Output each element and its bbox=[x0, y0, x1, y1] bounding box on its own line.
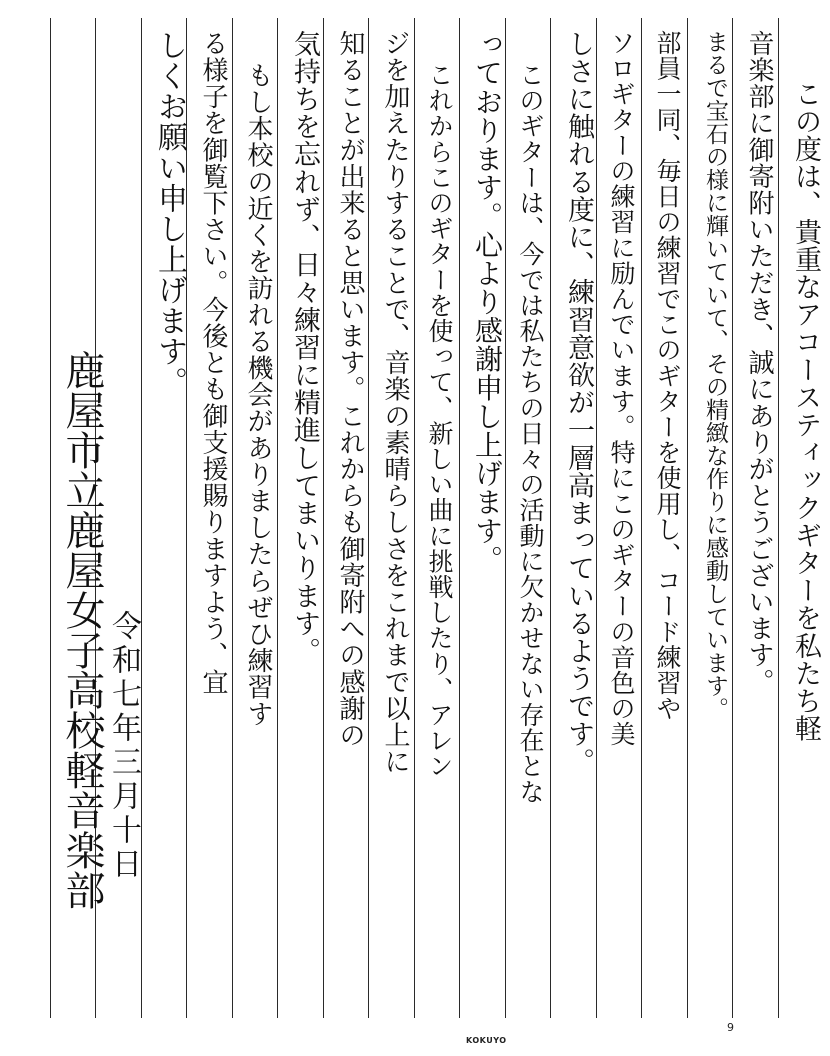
ruled-line bbox=[505, 18, 506, 1018]
letter-line: この度は、貴重なアコースティックギターを私たち軽 bbox=[790, 80, 821, 743]
letter-line: ジを加えたりすることで、音楽の素晴らしさをこれまで以上に bbox=[380, 30, 410, 775]
ruled-line bbox=[550, 18, 551, 1018]
letter-line: まるで宝石の様に輝いていて、その精緻な作りに感動しています。 bbox=[702, 30, 728, 720]
letter-date: 令和七年三月十日 bbox=[106, 610, 141, 882]
ruled-line bbox=[778, 18, 779, 1018]
ruled-line bbox=[232, 18, 233, 1018]
ruled-line bbox=[50, 18, 51, 1018]
ruled-line bbox=[414, 18, 415, 1018]
letter-line: 知ることが出来ると思います。これからも御寄附への感謝の bbox=[335, 30, 365, 749]
ruled-line bbox=[687, 18, 688, 1018]
ruled-line bbox=[323, 18, 324, 1018]
letter-line: 部員一同、毎日の練習でこのギターを使用し、コード練習や bbox=[653, 30, 682, 722]
ruled-line bbox=[641, 18, 642, 1018]
letter-line: ソロギターの練習に励んでいます。特にこのギターの音色の美 bbox=[607, 30, 636, 747]
ruled-line bbox=[732, 18, 733, 1018]
kokuyo-brand-logo: KOKUYO bbox=[466, 1036, 507, 1045]
letter-signature: 鹿屋市立鹿屋女子高校軽音楽部 bbox=[59, 350, 105, 910]
letter-line: しさに触れる度に、練習意欲が一層高まっているようです。 bbox=[563, 30, 594, 776]
letter-line: もし本校の近くを訪れる機会がありましたらぜひ練習す bbox=[243, 62, 273, 727]
ruled-line bbox=[368, 18, 369, 1018]
ruled-line bbox=[596, 18, 597, 1018]
letter-line: 気持ちを忘れず、日々練習に精進してまいります。 bbox=[289, 30, 320, 665]
letter-line: る様子を御覧下さい。今後とも御支援賜りますよう、宜 bbox=[198, 30, 228, 695]
letter-line: これからこのギターを使って、新しい曲に挑戦したり、アレン bbox=[425, 62, 454, 779]
letter-line: っております。心より感謝申し上げます。 bbox=[471, 30, 504, 574]
ruled-line bbox=[459, 18, 460, 1018]
letter-line: しくお願い申し上げます。 bbox=[152, 30, 187, 398]
ruled-line bbox=[141, 18, 142, 1018]
ruled-line bbox=[277, 18, 278, 1018]
letter-line: 音楽部に御寄附いただき、誠にありがとうございます。 bbox=[744, 30, 774, 695]
letter-line: このギターは、今では私たちの日々の活動に欠かせない存在とな bbox=[516, 62, 545, 805]
page-number: 9 bbox=[727, 1021, 734, 1034]
